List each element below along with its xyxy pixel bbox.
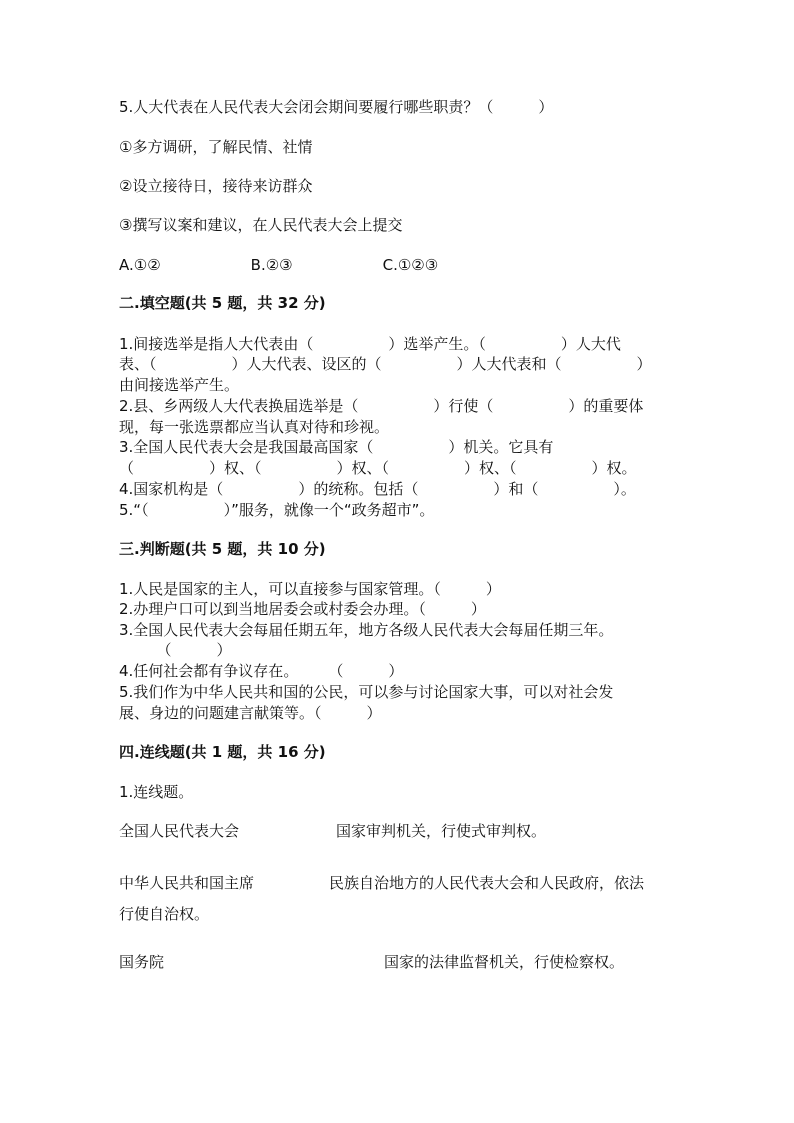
fill-line: 5.“（ ）”服务，就像一个“政务超市”。 [119, 501, 435, 519]
match-left-item[interactable]: 中华人民共和国主席 [119, 874, 255, 892]
q5-option-2: ②设立接待日，接待来访群众 [119, 177, 313, 195]
judge-line: （ ） [119, 641, 232, 659]
judge-line: 5.我们作为中华人民共和国的公民，可以参与讨论国家大事，可以对社会发 [119, 683, 614, 701]
fill-line: （ ）权、（ ）权、（ ）权、（ ）权。 [119, 459, 637, 477]
judge-line: 4.任何社会都有争议存在。 （ ） [119, 662, 404, 680]
fill-line: 4.国家机构是（ ）的统称。包括（ ）和（ ）。 [119, 480, 636, 498]
q5-option-1: ①多方调研，了解民情、社情 [119, 138, 313, 156]
judge-line: 2.办理户口可以到当地居委会或村委会办理。（ ） [119, 600, 486, 618]
match-question: 1.连线题。 [119, 783, 194, 801]
match-left-item[interactable]: 国务院 [119, 953, 165, 971]
match-section-heading: 四.连线题(共 1 题，共 16 分) [119, 743, 326, 761]
fill-line: 1.间接选举是指人大代表由（ ）选举产生。（ ）人大代 [119, 335, 621, 353]
match-right-item[interactable]: 国家审判机关，行使式审判权。 [336, 822, 547, 840]
fill-section-heading: 二.填空题(共 5 题，共 32 分) [119, 294, 326, 312]
q5-stem: 5.人大代表在人民代表大会闭会期间要履行哪些职责？（ ） [119, 98, 554, 116]
fill-line: 现，每一张选票都应当认真对待和珍视。 [119, 418, 390, 436]
match-right-item[interactable]: 民族自治地方的人民代表大会和人民政府，依法 [329, 874, 645, 892]
match-left-item[interactable]: 全国人民代表大会 [119, 822, 240, 840]
q5-option-3: ③撰写议案和建议，在人民代表大会上提交 [119, 216, 403, 234]
fill-line: 2.县、乡两级人大代表换届选举是（ ）行使（ ）的重要体 [119, 397, 644, 415]
fill-line: 3.全国人民代表大会是我国最高国家（ ）机关。它具有 [119, 438, 554, 456]
fill-line: 由间接选举产生。 [119, 376, 240, 394]
q5-choices: A.①② B.②③ C.①②③ [119, 256, 439, 274]
match-right-item[interactable]: 国家的法律监督机关，行使检察权。 [384, 953, 625, 971]
judge-line: 3.全国人民代表大会每届任期五年，地方各级人民代表大会每届任期三年。 [119, 621, 614, 639]
judge-line: 1.人民是国家的主人，可以直接参与国家管理。（ ） [119, 580, 501, 598]
match-right-item-continuation: 行使自治权。 [119, 905, 210, 923]
fill-line: 表、（ ）人大代表、设区的（ ）人大代表和（ ） [119, 355, 652, 373]
judge-line: 展、身边的问题建言献策等。（ ） [119, 704, 382, 722]
judge-section-heading: 三.判断题(共 5 题，共 10 分) [119, 540, 326, 558]
